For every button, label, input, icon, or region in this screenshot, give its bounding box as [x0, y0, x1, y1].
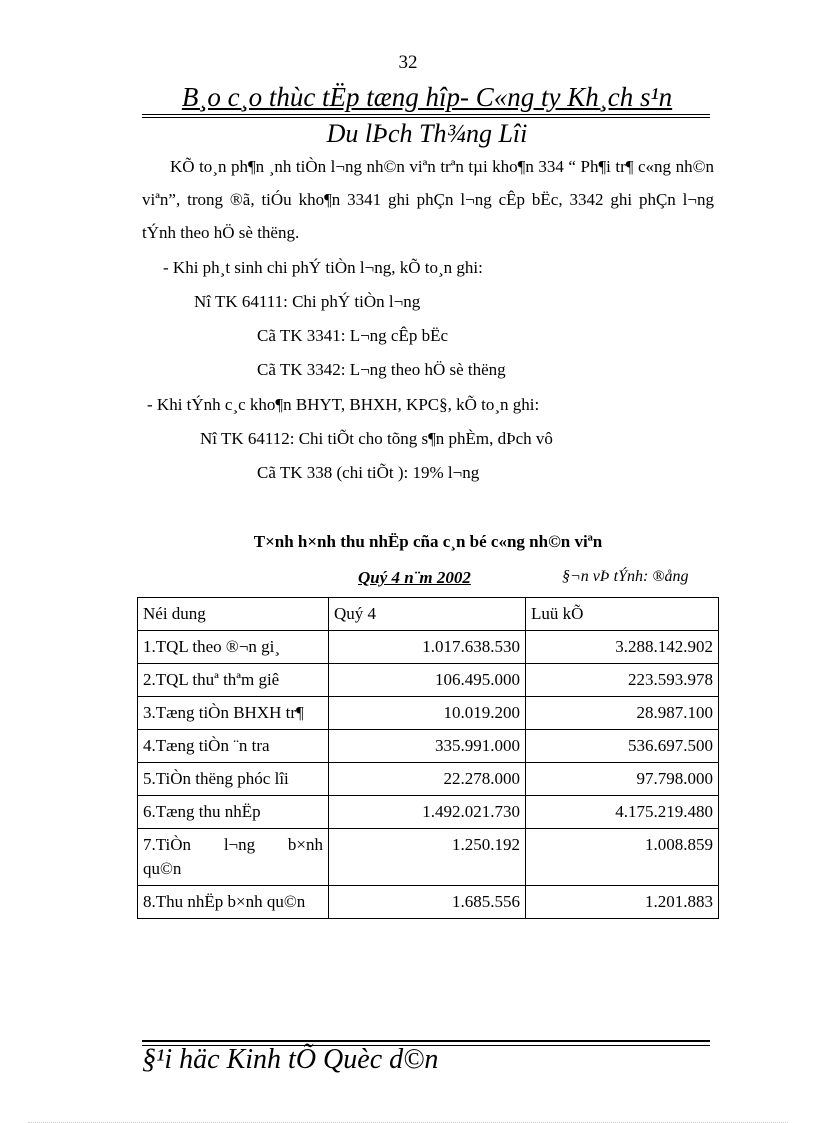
income-table [137, 597, 719, 919]
header-cumulative: Luü kÕ [526, 598, 719, 631]
row-label: 3.Tæng tiÒn BHXH tr¶ [138, 697, 329, 730]
entry-credit-3342: Cã TK 3342: L¬ng theo hÖ sè thëng [257, 360, 506, 379]
row-label: 5.TiÒn thëng phóc lîi [138, 763, 329, 796]
row-label: 2.TQL thuª thªm giê [138, 664, 329, 697]
page-number: 32 [398, 52, 418, 73]
row-label: 8.Thu nhËp b×nh qu©n [138, 886, 329, 919]
document-header-title: B¸o c¸o thùc tËp tæng hîp- C«ng ty Kh¸ch s¹n [181, 82, 673, 112]
table-row [138, 763, 719, 796]
row-cumulative-value: 1.201.883 [526, 886, 719, 919]
row-quarter-value: 22.278.000 [329, 763, 526, 796]
row-label: 6.Tæng thu nhËp [138, 796, 329, 829]
footer-rule [142, 1040, 710, 1042]
table-header-row [138, 598, 719, 631]
row-quarter-value: 1.685.556 [329, 886, 526, 919]
row-quarter-value: 1.492.021.730 [329, 796, 526, 829]
row-label [138, 829, 329, 886]
document-header-subtitle: Du lÞch Th¾ng Lîi [326, 119, 528, 148]
table-row [138, 796, 719, 829]
table-row [138, 730, 719, 763]
row-cumulative-value: 536.697.500 [526, 730, 719, 763]
row-cumulative-value: 3.288.142.902 [526, 631, 719, 664]
header-rule [142, 114, 710, 115]
row-quarter-value: 1.250.192 [329, 829, 526, 886]
row-label-line1: 7.TiÒn l¬ng b×nh [143, 835, 323, 854]
table-period: Quý 4 n¨m 2002 [358, 568, 471, 587]
header-content: Néi dung [138, 598, 329, 631]
row-cumulative-value: 28.987.100 [526, 697, 719, 730]
table-row [138, 631, 719, 664]
row-quarter-value: 106.495.000 [329, 664, 526, 697]
entry-salary-expense: - Khi ph¸t sinh chi phÝ tiÒn l¬ng, kÕ to¸n ghi: [163, 258, 483, 277]
entry-debit-64111: Nî TK 64111: Chi phÝ tiÒn l¬ng [194, 292, 421, 311]
entry-credit-338: Cã TK 338 (chi tiÕt ): 19% l¬ng [257, 463, 480, 482]
row-cumulative-value: 4.175.219.480 [526, 796, 719, 829]
row-cumulative-value: 223.593.978 [526, 664, 719, 697]
row-label: 4.Tæng tiÒn ¨n tra [138, 730, 329, 763]
table-title: T×nh h×nh thu nhËp cña c¸n bé c«ng nh©n viªn [253, 532, 603, 551]
row-quarter-value: 1.017.638.530 [329, 631, 526, 664]
table-unit: §¬n vÞ tÝnh: ®ång [562, 568, 689, 585]
table-row [138, 886, 719, 919]
entry-insurance: - Khi tÝnh c¸c kho¶n BHYT, BHXH, KPC§, kÕ to¸n ghi: [147, 395, 540, 414]
table-row [138, 829, 719, 886]
row-quarter-value: 10.019.200 [329, 697, 526, 730]
row-cumulative-value: 97.798.000 [526, 763, 719, 796]
row-quarter-value: 335.991.000 [329, 730, 526, 763]
row-label: 1.TQL theo ®¬n gi¸ [138, 631, 329, 664]
entry-credit-3341: Cã TK 3341: L¬ng cÊp bËc [257, 326, 449, 345]
table-row [138, 697, 719, 730]
row-cumulative-value: 1.008.859 [526, 829, 719, 886]
entry-debit-64112: Nî TK 64112: Chi tiÕt cho tõng s¶n phÈm, dÞch vô [200, 429, 553, 448]
header-quarter: Quý 4 [329, 598, 526, 631]
footer-university: §¹i häc Kinh tÕ Quèc d©n [142, 1044, 439, 1075]
row-label-line2: qu©n [143, 859, 182, 878]
intro-paragraph: KÕ to¸n ph¶n ¸nh tiÒn l¬ng nh©n viªn trªn tµi kho¶n 334 “ Ph¶i tr¶ c«ng nh©n viªn”, trong ®ã, tiÓu kho¶n 3341 ghi phÇn l¬ng cÊp bËc, 3342 ghi phÇn l¬ng tÝnh theo hÖ sè thëng. [142, 157, 714, 242]
table-row [138, 664, 719, 697]
